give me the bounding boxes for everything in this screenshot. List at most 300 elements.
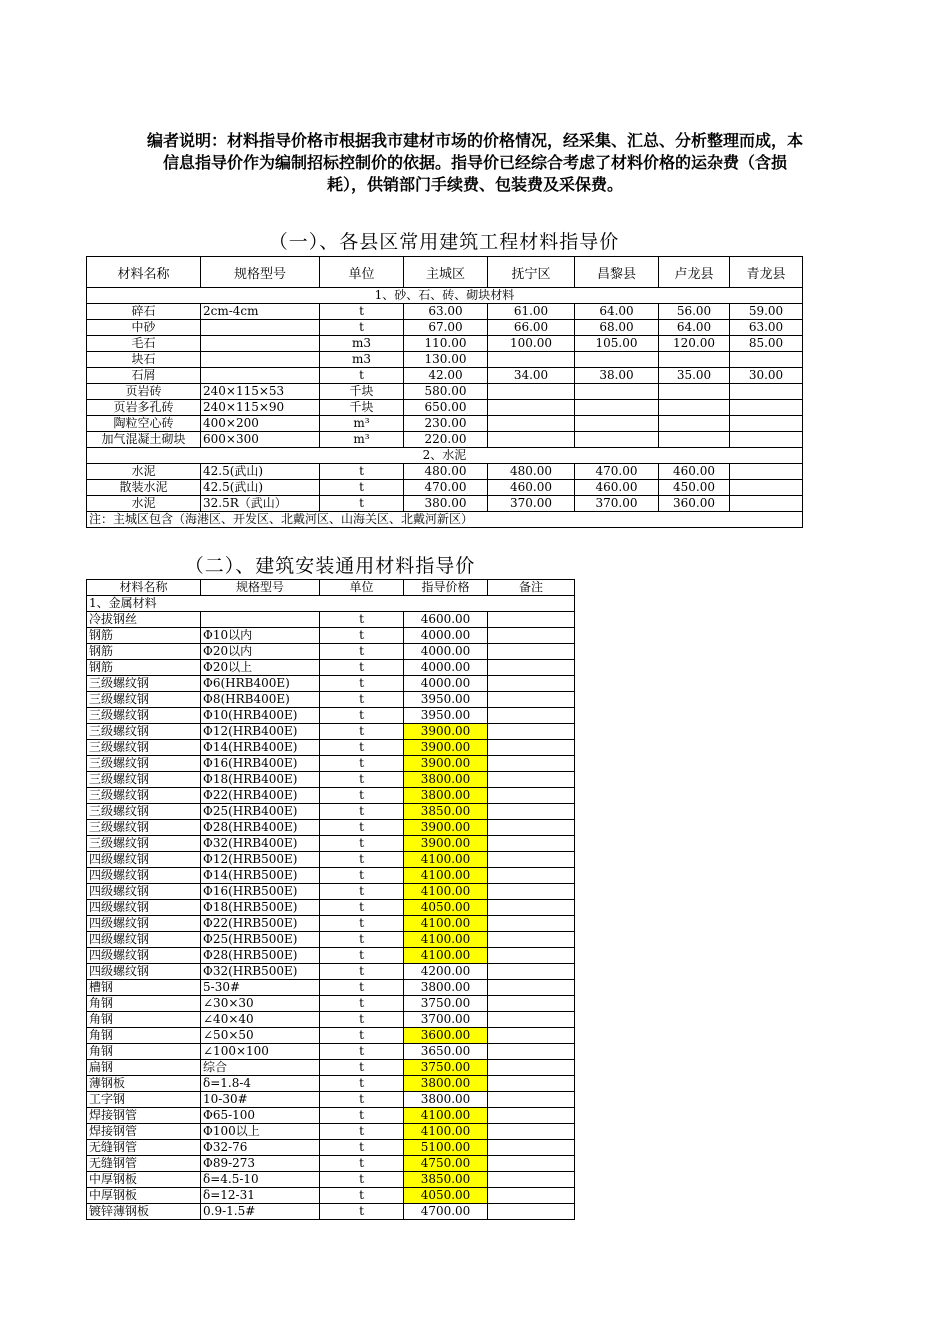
table-row <box>87 820 575 836</box>
remark <box>488 1028 575 1044</box>
table-body <box>87 596 575 1220</box>
unit: t <box>320 740 404 756</box>
price-funing: 100.00 <box>488 336 575 352</box>
editor-note-line: 编者说明：材料指导价格市根据我市建材市场的价格情况，经采集、汇总、分析整理而成，本 <box>146 131 803 150</box>
price-qinglong: 30.00 <box>730 368 803 384</box>
section2-title: （二）、建筑安装通用材料指导价 <box>184 555 476 577</box>
spec: ∠50×50 <box>201 1028 320 1044</box>
remark <box>488 644 575 660</box>
guide-price: 3900.00 <box>404 820 488 836</box>
table-row <box>87 884 575 900</box>
spec: δ=1.8-4 <box>201 1076 320 1092</box>
price-qinglong <box>730 464 803 480</box>
material-name: 三级螺纹钢 <box>87 708 201 724</box>
price-funing: 460.00 <box>488 480 575 496</box>
guide-price: 3900.00 <box>404 836 488 852</box>
spec: 42.5(武山) <box>201 480 320 496</box>
price-main-city: 230.00 <box>404 416 488 432</box>
unit: t <box>320 320 404 336</box>
material-name: 角钢 <box>87 996 201 1012</box>
spec: Φ65-100 <box>201 1108 320 1124</box>
remark <box>488 964 575 980</box>
price-qinglong: 59.00 <box>730 304 803 320</box>
table-row <box>87 916 575 932</box>
unit: t <box>320 1172 404 1188</box>
table-row <box>87 352 803 368</box>
unit: t <box>320 1060 404 1076</box>
spec: Φ25(HRB500E) <box>201 932 320 948</box>
spec <box>201 336 320 352</box>
material-name: 钢筋 <box>87 644 201 660</box>
table-row <box>87 772 575 788</box>
spec: Φ12(HRB500E) <box>201 852 320 868</box>
remark <box>488 804 575 820</box>
remark <box>488 900 575 916</box>
unit: t <box>320 1076 404 1092</box>
unit: t <box>320 996 404 1012</box>
guide-price: 4100.00 <box>404 884 488 900</box>
material-name: 三级螺纹钢 <box>87 692 201 708</box>
table-header-row <box>87 257 803 288</box>
remark <box>488 932 575 948</box>
remark <box>488 996 575 1012</box>
column-header: 昌黎县 <box>575 257 659 288</box>
spec: Φ28(HRB400E) <box>201 820 320 836</box>
table-row <box>87 788 575 804</box>
material-name: 四级螺纹钢 <box>87 868 201 884</box>
unit: t <box>320 1092 404 1108</box>
price-lulong: 64.00 <box>659 320 730 336</box>
spec: Φ25(HRB400E) <box>201 804 320 820</box>
material-name: 页岩多孔砖 <box>87 400 201 416</box>
table-row <box>87 1204 575 1220</box>
table-row <box>87 1060 575 1076</box>
price-main-city: 67.00 <box>404 320 488 336</box>
price-main-city: 580.00 <box>404 384 488 400</box>
spec: ∠40×40 <box>201 1012 320 1028</box>
remark <box>488 628 575 644</box>
material-name: 角钢 <box>87 1028 201 1044</box>
remark <box>488 740 575 756</box>
remark <box>488 1156 575 1172</box>
material-name: 镀锌薄钢板 <box>87 1204 201 1220</box>
remark <box>488 612 575 628</box>
price-funing: 370.00 <box>488 496 575 512</box>
table-row <box>87 1124 575 1140</box>
table-header-row <box>87 580 575 596</box>
unit: 千块 <box>320 384 404 400</box>
remark <box>488 1092 575 1108</box>
material-name: 散装水泥 <box>87 480 201 496</box>
material-name: 三级螺纹钢 <box>87 772 201 788</box>
material-name: 页岩砖 <box>87 384 201 400</box>
column-header: 备注 <box>488 580 575 596</box>
guide-price: 5100.00 <box>404 1140 488 1156</box>
spec <box>201 352 320 368</box>
table-row <box>87 464 803 480</box>
material-name: 冷拔钢丝 <box>87 612 201 628</box>
spec: Φ20以上 <box>201 660 320 676</box>
price-lulong: 56.00 <box>659 304 730 320</box>
column-header: 卢龙县 <box>659 257 730 288</box>
spec <box>201 368 320 384</box>
material-name: 三级螺纹钢 <box>87 740 201 756</box>
price-funing: 34.00 <box>488 368 575 384</box>
price-main-city: 380.00 <box>404 496 488 512</box>
guide-price: 3650.00 <box>404 1044 488 1060</box>
material-name: 焊接钢管 <box>87 1108 201 1124</box>
material-name: 陶粒空心砖 <box>87 416 201 432</box>
spec: Φ10以内 <box>201 628 320 644</box>
remark <box>488 980 575 996</box>
price-funing <box>488 432 575 448</box>
guide-price: 4100.00 <box>404 1108 488 1124</box>
guide-price: 3850.00 <box>404 804 488 820</box>
price-changli: 38.00 <box>575 368 659 384</box>
price-funing: 61.00 <box>488 304 575 320</box>
material-name: 钢筋 <box>87 628 201 644</box>
spec: ∠30×30 <box>201 996 320 1012</box>
spec: 5-30# <box>201 980 320 996</box>
spec: 240×115×53 <box>201 384 320 400</box>
footnote: 注：主城区包含（海港区、开发区、北戴河区、山海关区、北戴河新区） <box>87 512 803 528</box>
guide-price: 4000.00 <box>404 660 488 676</box>
guide-price: 4000.00 <box>404 676 488 692</box>
unit: m3 <box>320 336 404 352</box>
remark <box>488 676 575 692</box>
unit: t <box>320 1044 404 1060</box>
guide-price: 4000.00 <box>404 628 488 644</box>
table-row <box>87 948 575 964</box>
price-funing <box>488 384 575 400</box>
guide-price: 3850.00 <box>404 1172 488 1188</box>
group-row <box>87 448 803 464</box>
table-row <box>87 996 575 1012</box>
remark <box>488 1060 575 1076</box>
material-name: 无缝钢管 <box>87 1156 201 1172</box>
spec: 600×300 <box>201 432 320 448</box>
unit: t <box>320 980 404 996</box>
spec: Φ14(HRB500E) <box>201 868 320 884</box>
unit: t <box>320 692 404 708</box>
unit: t <box>320 368 404 384</box>
table-row <box>87 964 575 980</box>
editor-note <box>80 130 870 196</box>
unit: t <box>320 676 404 692</box>
unit: t <box>320 464 404 480</box>
spec: Φ18(HRB400E) <box>201 772 320 788</box>
remark <box>488 1124 575 1140</box>
spec: ∠100×100 <box>201 1044 320 1060</box>
unit: t <box>320 304 404 320</box>
material-name: 三级螺纹钢 <box>87 756 201 772</box>
header-row <box>87 257 803 288</box>
unit: t <box>320 948 404 964</box>
guide-price: 3800.00 <box>404 980 488 996</box>
spec <box>201 320 320 336</box>
guide-price: 3700.00 <box>404 1012 488 1028</box>
spec: δ=4.5-10 <box>201 1172 320 1188</box>
price-changli: 68.00 <box>575 320 659 336</box>
table-row <box>87 676 575 692</box>
spec: Φ6(HRB400E) <box>201 676 320 692</box>
material-name: 扁钢 <box>87 1060 201 1076</box>
unit: t <box>320 644 404 660</box>
spec: Φ89-273 <box>201 1156 320 1172</box>
remark <box>488 692 575 708</box>
guide-price: 3800.00 <box>404 1092 488 1108</box>
group-heading: 2、水泥 <box>87 448 803 464</box>
table-row <box>87 660 575 676</box>
price-changli <box>575 432 659 448</box>
material-name: 四级螺纹钢 <box>87 932 201 948</box>
price-qinglong <box>730 480 803 496</box>
remark <box>488 1012 575 1028</box>
spec: 42.5(武山) <box>201 464 320 480</box>
material-name: 四级螺纹钢 <box>87 852 201 868</box>
footnote-row <box>87 512 803 528</box>
remark <box>488 788 575 804</box>
material-name: 四级螺纹钢 <box>87 916 201 932</box>
remark <box>488 1044 575 1060</box>
spec <box>201 612 320 628</box>
material-name: 水泥 <box>87 496 201 512</box>
unit: t <box>320 756 404 772</box>
unit: t <box>320 964 404 980</box>
table-row <box>87 724 575 740</box>
price-funing <box>488 400 575 416</box>
column-header: 主城区 <box>404 257 488 288</box>
price-changli: 370.00 <box>575 496 659 512</box>
table-row <box>87 432 803 448</box>
table-row <box>87 496 803 512</box>
material-name: 四级螺纹钢 <box>87 900 201 916</box>
table-row <box>87 612 575 628</box>
remark <box>488 820 575 836</box>
remark <box>488 708 575 724</box>
column-header: 规格型号 <box>201 257 320 288</box>
guide-price: 4600.00 <box>404 612 488 628</box>
remark <box>488 948 575 964</box>
remark <box>488 884 575 900</box>
remark <box>488 660 575 676</box>
unit: t <box>320 900 404 916</box>
price-changli <box>575 352 659 368</box>
price-lulong <box>659 400 730 416</box>
guide-price: 4100.00 <box>404 932 488 948</box>
material-name: 三级螺纹钢 <box>87 836 201 852</box>
table-row <box>87 400 803 416</box>
price-funing: 480.00 <box>488 464 575 480</box>
unit: t <box>320 772 404 788</box>
material-name: 中厚钢板 <box>87 1172 201 1188</box>
remark <box>488 756 575 772</box>
unit: t <box>320 852 404 868</box>
table-row <box>87 932 575 948</box>
price-qinglong <box>730 416 803 432</box>
material-name: 角钢 <box>87 1044 201 1060</box>
guide-price: 3800.00 <box>404 1076 488 1092</box>
spec: Φ20以内 <box>201 644 320 660</box>
unit: t <box>320 932 404 948</box>
table-row <box>87 384 803 400</box>
remark <box>488 916 575 932</box>
table-row <box>87 1012 575 1028</box>
spec: Φ16(HRB500E) <box>201 884 320 900</box>
group-heading: 1、砂、石、砖、砌块材料 <box>87 288 803 304</box>
unit: t <box>320 788 404 804</box>
guide-price: 4050.00 <box>404 1188 488 1204</box>
unit: t <box>320 496 404 512</box>
unit: 千块 <box>320 400 404 416</box>
spec: Φ8(HRB400E) <box>201 692 320 708</box>
material-name: 薄钢板 <box>87 1076 201 1092</box>
price-changli: 105.00 <box>575 336 659 352</box>
table-row <box>87 644 575 660</box>
unit: t <box>320 1028 404 1044</box>
spec: Φ28(HRB500E) <box>201 948 320 964</box>
guide-price: 3800.00 <box>404 788 488 804</box>
price-qinglong <box>730 496 803 512</box>
table-row <box>87 1140 575 1156</box>
unit: t <box>320 804 404 820</box>
table-row <box>87 304 803 320</box>
price-main-city: 130.00 <box>404 352 488 368</box>
price-main-city: 650.00 <box>404 400 488 416</box>
column-header: 青龙县 <box>730 257 803 288</box>
unit: t <box>320 660 404 676</box>
table-row <box>87 1076 575 1092</box>
guide-price: 4100.00 <box>404 1124 488 1140</box>
guide-price: 4100.00 <box>404 868 488 884</box>
guide-price: 4000.00 <box>404 644 488 660</box>
unit: t <box>320 820 404 836</box>
material-name: 加气混凝土砌块 <box>87 432 201 448</box>
spec: Φ100以上 <box>201 1124 320 1140</box>
material-name: 中厚钢板 <box>87 1188 201 1204</box>
material-name: 四级螺纹钢 <box>87 884 201 900</box>
remark <box>488 772 575 788</box>
spec: Φ22(HRB400E) <box>201 788 320 804</box>
section1-title: （一）、各县区常用建筑工程材料指导价 <box>268 231 620 253</box>
unit: m³ <box>320 416 404 432</box>
spec: Φ32(HRB400E) <box>201 836 320 852</box>
guide-price: 3950.00 <box>404 708 488 724</box>
guide-price: 3800.00 <box>404 772 488 788</box>
table-row <box>87 1028 575 1044</box>
unit: t <box>320 480 404 496</box>
price-lulong <box>659 432 730 448</box>
price-funing: 66.00 <box>488 320 575 336</box>
spec: δ=12-31 <box>201 1188 320 1204</box>
price-funing <box>488 352 575 368</box>
material-name: 中砂 <box>87 320 201 336</box>
guide-price: 3900.00 <box>404 756 488 772</box>
table-row <box>87 1044 575 1060</box>
spec: 10-30# <box>201 1092 320 1108</box>
material-name: 石屑 <box>87 368 201 384</box>
spec: 400×200 <box>201 416 320 432</box>
guide-price: 3950.00 <box>404 692 488 708</box>
unit: m³ <box>320 432 404 448</box>
guide-price: 3750.00 <box>404 1060 488 1076</box>
guide-price: 4100.00 <box>404 948 488 964</box>
remark <box>488 836 575 852</box>
remark <box>488 1204 575 1220</box>
unit: t <box>320 836 404 852</box>
table-row <box>87 1092 575 1108</box>
group-row <box>87 288 803 304</box>
unit: t <box>320 1012 404 1028</box>
column-header: 抚宁区 <box>488 257 575 288</box>
remark <box>488 852 575 868</box>
price-qinglong <box>730 352 803 368</box>
table-row <box>87 836 575 852</box>
material-name: 水泥 <box>87 464 201 480</box>
remark <box>488 1108 575 1124</box>
price-funing <box>488 416 575 432</box>
material-name: 四级螺纹钢 <box>87 964 201 980</box>
spec: 0.9-1.5# <box>201 1204 320 1220</box>
price-main-city: 42.00 <box>404 368 488 384</box>
table-row <box>87 756 575 772</box>
editor-note-line: 耗），供销部门手续费、包装费及采保费。 <box>326 175 623 194</box>
table-row <box>87 708 575 724</box>
column-header: 材料名称 <box>87 580 201 596</box>
unit: t <box>320 1108 404 1124</box>
price-lulong: 120.00 <box>659 336 730 352</box>
material-name: 三级螺纹钢 <box>87 724 201 740</box>
table-row <box>87 628 575 644</box>
remark <box>488 1076 575 1092</box>
material-name: 钢筋 <box>87 660 201 676</box>
table-row <box>87 1108 575 1124</box>
spec: 2cm-4cm <box>201 304 320 320</box>
material-name: 工字钢 <box>87 1092 201 1108</box>
remark <box>488 1188 575 1204</box>
material-name: 焊接钢管 <box>87 1124 201 1140</box>
guide-price: 3900.00 <box>404 740 488 756</box>
price-lulong <box>659 384 730 400</box>
spec: Φ22(HRB500E) <box>201 916 320 932</box>
spec: Φ10(HRB400E) <box>201 708 320 724</box>
column-header: 指导价格 <box>404 580 488 596</box>
price-qinglong: 85.00 <box>730 336 803 352</box>
price-changli <box>575 384 659 400</box>
remark <box>488 1140 575 1156</box>
unit: t <box>320 628 404 644</box>
unit: t <box>320 1156 404 1172</box>
county-material-price-table <box>86 256 803 528</box>
material-name: 碎石 <box>87 304 201 320</box>
unit: t <box>320 884 404 900</box>
table-row <box>87 320 803 336</box>
spec: 240×115×90 <box>201 400 320 416</box>
guide-price: 3900.00 <box>404 724 488 740</box>
table-row <box>87 804 575 820</box>
guide-price: 3600.00 <box>404 1028 488 1044</box>
price-qinglong <box>730 432 803 448</box>
spec: Φ16(HRB400E) <box>201 756 320 772</box>
spec: Φ32-76 <box>201 1140 320 1156</box>
unit: t <box>320 1204 404 1220</box>
material-name: 四级螺纹钢 <box>87 948 201 964</box>
material-name: 毛石 <box>87 336 201 352</box>
spec: Φ12(HRB400E) <box>201 724 320 740</box>
table-row <box>87 1188 575 1204</box>
price-lulong: 460.00 <box>659 464 730 480</box>
price-lulong <box>659 416 730 432</box>
